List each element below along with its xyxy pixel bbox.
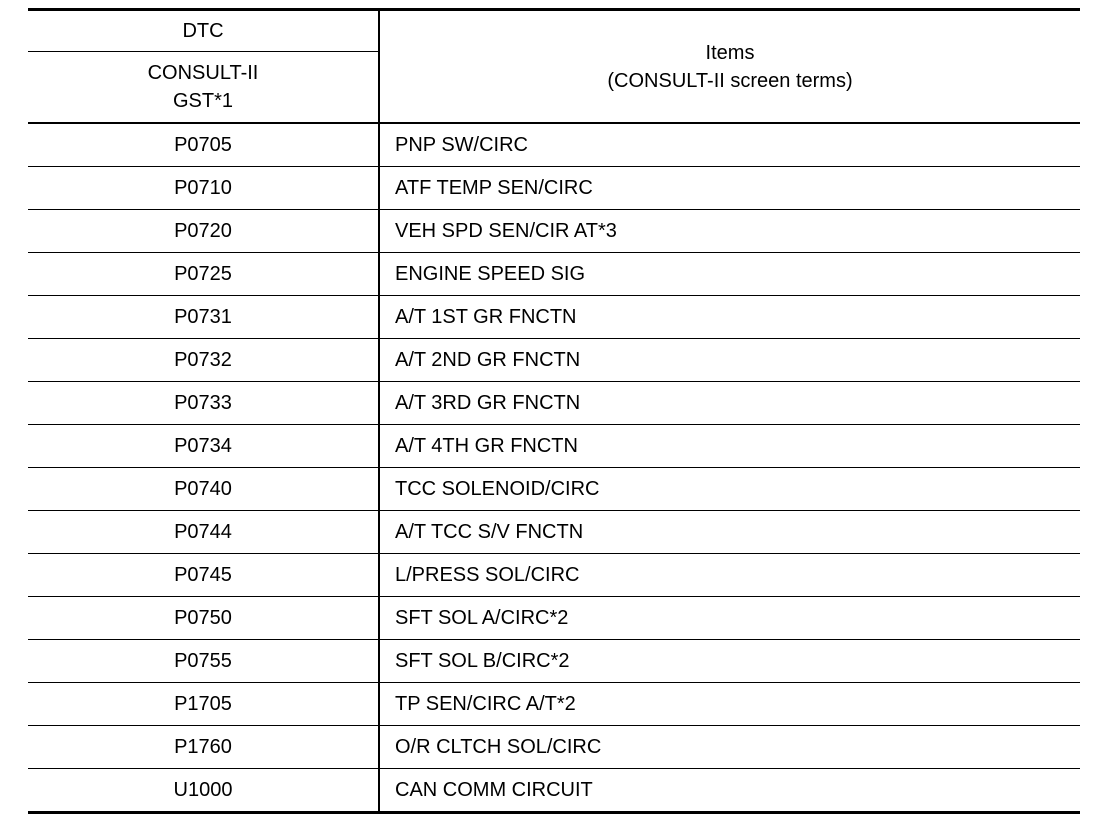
table-row xyxy=(28,511,1080,554)
dtc-code-cell: P0750 xyxy=(28,597,379,640)
table-row xyxy=(28,726,1080,769)
item-cell: TP SEN/CIRC A/T*2 xyxy=(379,683,1080,726)
table-row xyxy=(28,167,1080,210)
table-row xyxy=(28,554,1080,597)
items-header xyxy=(379,10,1080,124)
item-cell: ATF TEMP SEN/CIRC xyxy=(379,167,1080,210)
item-cell: A/T 1ST GR FNCTN xyxy=(379,296,1080,339)
item-cell: A/T 2ND GR FNCTN xyxy=(379,339,1080,382)
dtc-code-cell: P0731 xyxy=(28,296,379,339)
table-row xyxy=(28,210,1080,253)
dtc-code-cell: P0744 xyxy=(28,511,379,554)
dtc-header: DTC xyxy=(28,10,379,52)
item-cell: L/PRESS SOL/CIRC xyxy=(379,554,1080,597)
dtc-code-cell: P0745 xyxy=(28,554,379,597)
gst-header-label: GST*1 xyxy=(172,90,234,112)
table-header xyxy=(28,10,1080,124)
item-cell: A/T TCC S/V FNCTN xyxy=(379,511,1080,554)
item-cell: ENGINE SPEED SIG xyxy=(379,253,1080,296)
dtc-code-cell: P1705 xyxy=(28,683,379,726)
item-cell: A/T 4TH GR FNCTN xyxy=(379,425,1080,468)
item-cell: TCC SOLENOID/CIRC xyxy=(379,468,1080,511)
table-row xyxy=(28,425,1080,468)
table-row xyxy=(28,382,1080,425)
item-cell: A/T 3RD GR FNCTN xyxy=(379,382,1080,425)
table-row xyxy=(28,296,1080,339)
dtc-code-cell: P0732 xyxy=(28,339,379,382)
items-header-sublabel: (CONSULT-II screen terms) xyxy=(607,69,853,92)
consult-header-label: CONSULT-II xyxy=(147,62,259,84)
table-row xyxy=(28,123,1080,167)
consult-gst-header xyxy=(28,52,379,124)
dtc-code-cell: P0740 xyxy=(28,468,379,511)
item-cell: VEH SPD SEN/CIR AT*3 xyxy=(379,210,1080,253)
table-row xyxy=(28,597,1080,640)
dtc-code-cell: P0710 xyxy=(28,167,379,210)
dtc-code-cell: P0734 xyxy=(28,425,379,468)
dtc-table xyxy=(28,8,1080,814)
dtc-code-cell: P0725 xyxy=(28,253,379,296)
dtc-code-cell: U1000 xyxy=(28,769,379,813)
table-row xyxy=(28,468,1080,511)
dtc-code-cell: P1760 xyxy=(28,726,379,769)
item-cell: SFT SOL B/CIRC*2 xyxy=(379,640,1080,683)
table-row xyxy=(28,683,1080,726)
item-cell: PNP SW/CIRC xyxy=(379,123,1080,167)
dtc-code-cell: P0720 xyxy=(28,210,379,253)
dtc-code-cell: P0733 xyxy=(28,382,379,425)
table-row xyxy=(28,253,1080,296)
table-row xyxy=(28,769,1080,813)
dtc-code-cell: P0705 xyxy=(28,123,379,167)
table-row xyxy=(28,339,1080,382)
item-cell: CAN COMM CIRCUIT xyxy=(395,779,593,801)
dtc-code-cell: P0755 xyxy=(28,640,379,683)
items-header-label: Items xyxy=(705,41,755,64)
table-body xyxy=(28,123,1080,813)
table-row xyxy=(28,640,1080,683)
item-cell: SFT SOL A/CIRC*2 xyxy=(379,597,1080,640)
item-cell: O/R CLTCH SOL/CIRC xyxy=(379,726,1080,769)
